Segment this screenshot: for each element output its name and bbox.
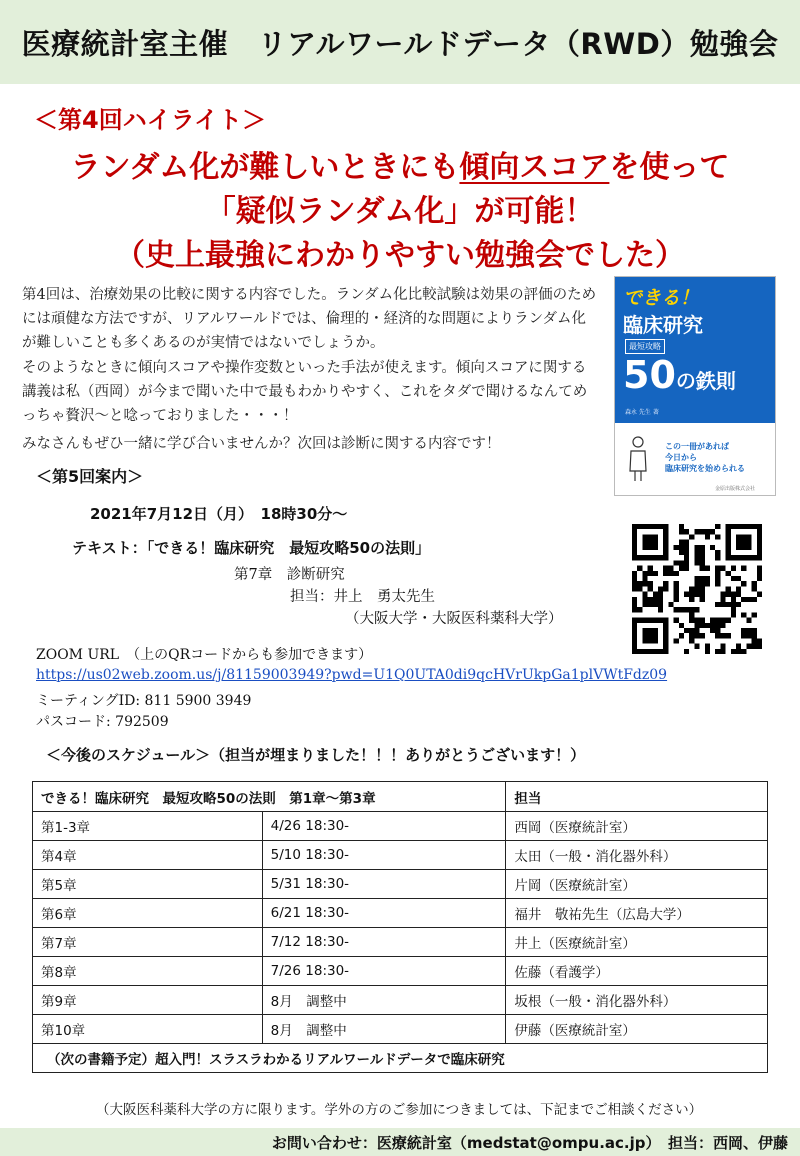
highlight-line-1-pre: ランダム化が難しいときにも <box>70 150 460 185</box>
highlight-label: ＜第4回ハイライト＞ <box>34 106 266 134</box>
book-blurb-line-1: この一冊があれば <box>665 442 729 451</box>
session5-chapter: 第7章 診断研究 <box>234 567 345 583</box>
table-row <box>33 841 768 870</box>
date-cell: 5/31 18:30- <box>262 870 506 899</box>
chapter-cell: 第9章 <box>33 986 263 1015</box>
table-row <box>33 986 768 1015</box>
contact-info: お問い合わせ：医療統計室（medstat@ompu.ac.jp） 担当：西岡、伊藤 <box>271 1134 788 1152</box>
book-title-main: 臨床研究 <box>623 313 703 337</box>
schedule-table <box>32 781 768 1073</box>
zoom-url-link[interactable]: https://us02web.zoom.us/j/81159003949?pwd=U1Q0UTA0di9qcHVrUkpGa1plVWtFdz09 <box>36 667 668 683</box>
date-cell: 8月 調整中 <box>262 986 506 1015</box>
schedule-header-row <box>33 782 768 812</box>
book-cover-image <box>614 276 776 496</box>
book-blurb-line-2: 今日から <box>665 453 697 462</box>
book-number-suffix: の鉄則 <box>675 369 736 393</box>
chapter-cell: 第8章 <box>33 957 263 986</box>
body-paragraph-3: みなさんもぜひ一緒に学び合いませんか？次回は診断に関する内容です！ <box>22 436 501 452</box>
table-row <box>33 957 768 986</box>
table-row <box>33 899 768 928</box>
session5-label: ＜第5回案内＞ <box>36 467 144 486</box>
session5-lecturer: 担当：井上 勇太先生 <box>290 589 435 605</box>
schedule-header-left: できる！臨床研究 最短攻略50の法則 第1章〜第3章 <box>33 782 506 812</box>
table-row <box>33 1015 768 1044</box>
schedule-footer-row <box>33 1044 768 1073</box>
table-row <box>33 870 768 899</box>
session5-affiliation: （大阪大学・大阪医科薬科大学） <box>345 611 563 627</box>
date-cell: 4/26 18:30- <box>262 812 506 841</box>
doctor-figure-icon <box>627 435 649 483</box>
chapter-cell: 第5章 <box>33 870 263 899</box>
person-cell: 片岡（医療統計室） <box>506 870 768 899</box>
table-row <box>33 928 768 957</box>
body-paragraph-2: そのようなときに傾向スコアや操作変数といった手法が使えます。傾向スコアに関する講義は私（西岡）が今まで聞いた中で最もわかりやすく、これをタダで聞けるなんてめっちゃ贅沢〜と唸っておりました・・・！ <box>22 360 588 424</box>
eligibility-note: （大阪医科薬科大学の方に限ります。学外の方のご参加につきましては、下記までご相談ください） <box>96 1102 703 1118</box>
highlight-line-2: 「疑似ランダム化」が可能！ <box>205 194 595 229</box>
body-paragraph-1: 第4回は、治療効果の比較に関する内容でした。ランダム化比較試験は効果の評価のためには頑健な方法ですが、リアルワールドでは、倫理的・経済的な問題によりランダム化が難しいことも多くあるのが実情ではないでしょうか。 <box>22 287 597 351</box>
book-tag: 最短攻略 <box>625 339 665 354</box>
person-cell: 佐藤（看護学） <box>506 957 768 986</box>
zoom-meeting-id: ミーティングID: 811 5900 3949 <box>36 693 252 709</box>
chapter-cell: 第10章 <box>33 1015 263 1044</box>
date-cell: 8月 調整中 <box>262 1015 506 1044</box>
table-row <box>33 812 768 841</box>
chapter-cell: 第1-3章 <box>33 812 263 841</box>
highlight-keyword: 傾向スコア <box>459 150 610 185</box>
person-cell: 太田（一般・消化器外科） <box>506 841 768 870</box>
book-title-top: できる！ <box>623 287 700 309</box>
person-cell: 伊藤（医療統計室） <box>506 1015 768 1044</box>
book-number <box>623 353 736 397</box>
date-cell: 6/21 18:30- <box>262 899 506 928</box>
book-blurb-line-3: 臨床研究を始められる <box>665 464 745 473</box>
zoom-passcode: パスコード: 792509 <box>36 714 169 730</box>
header-banner <box>0 0 800 84</box>
date-cell: 7/26 18:30- <box>262 957 506 986</box>
book-author: 森永 先生 著 <box>625 409 659 416</box>
highlight-line-1-post: を使って <box>609 150 730 185</box>
chapter-cell: 第6章 <box>33 899 263 928</box>
highlight-line-3: （史上最強にわかりやすい勉強会でした） <box>115 238 685 273</box>
schedule-next-book: （次の書籍予定）超入門！スラスラわかるリアルワールドデータで臨床研究 <box>33 1044 768 1073</box>
schedule-title: ＜今後のスケジュール＞（担当が埋まりました！！！ありがとうございます！） <box>46 746 586 764</box>
date-cell: 7/12 18:30- <box>262 928 506 957</box>
footer-banner <box>0 1128 800 1156</box>
session5-textbook: テキスト：「できる！臨床研究 最短攻略50の法則」 <box>72 539 431 557</box>
page-title: 医療統計室主催 リアルワールドデータ（RWD）勉強会 <box>21 27 779 61</box>
book-publisher: 金原出版株式会社 <box>715 486 756 492</box>
chapter-cell: 第4章 <box>33 841 263 870</box>
highlight-line-1 <box>0 142 800 186</box>
qr-code[interactable] <box>628 524 766 654</box>
zoom-label: ZOOM URL （上のQRコードからも参加できます） <box>36 647 373 663</box>
session5-date: 2021年7月12日（月） 18時30分〜 <box>90 505 348 523</box>
book-blurb <box>665 441 745 474</box>
person-cell: 井上（医療統計室） <box>506 928 768 957</box>
schedule-header-right: 担当 <box>506 782 768 812</box>
chapter-cell: 第7章 <box>33 928 263 957</box>
date-cell: 5/10 18:30- <box>262 841 506 870</box>
person-cell: 福井 敬祐先生（広島大学） <box>506 899 768 928</box>
person-cell: 坂根（一般・消化器外科） <box>506 986 768 1015</box>
person-cell: 西岡（医療統計室） <box>506 812 768 841</box>
book-number-value: 50 <box>623 353 676 397</box>
